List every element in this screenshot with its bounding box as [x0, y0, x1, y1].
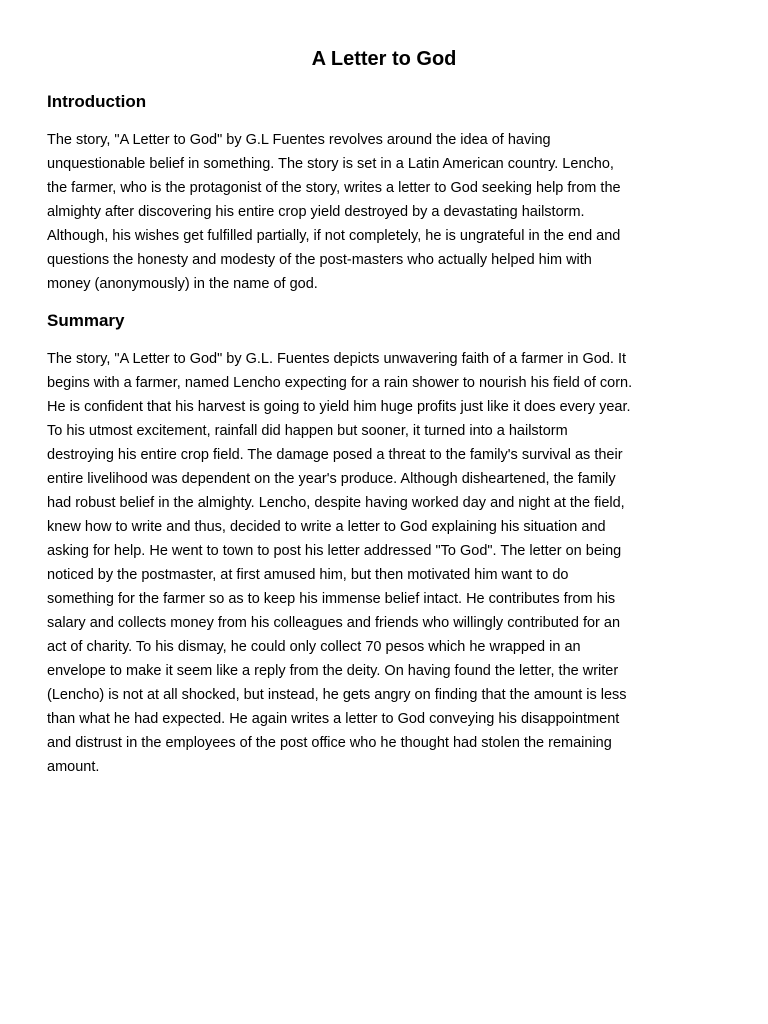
text-line: envelope to make it seem like a reply from the deity. On having found the letter, the writer	[47, 663, 619, 679]
text-line: He is confident that his harvest is going to yield him huge profits just like it does every year.	[47, 399, 631, 415]
text-line: The story, "A Letter to God" by G.L. Fuentes depicts unwavering faith of a farmer in God. It	[47, 351, 627, 367]
text-line: questions the honesty and modesty of the post-masters who actually helped him with	[47, 252, 592, 268]
document-title: A Letter to God	[311, 48, 457, 70]
text-line: than what he had expected. He again writes a letter to God conveying his disappointment	[47, 711, 620, 727]
text-line: begins with a farmer, named Lencho expecting for a rain shower to nourish his field of corn.	[47, 375, 633, 391]
text-line: The story, "A Letter to God" by G.L Fuentes revolves around the idea of having	[47, 132, 551, 148]
text-line: salary and collects money from his colleagues and friends who willingly contributed for an	[47, 615, 621, 631]
text-line: act of charity. To his dismay, he could only collect 70 pesos which he wrapped in an	[47, 639, 581, 655]
text-line: (Lencho) is not at all shocked, but instead, he gets angry on finding that the amount is less	[47, 687, 627, 703]
text-line: had robust belief in the almighty. Lencho, despite having worked day and night at the field,	[47, 495, 625, 511]
text-line: destroying his entire crop field. The damage posed a threat to the family's survival as their	[47, 447, 623, 463]
text-line: entire livelihood was dependent on the year's produce. Although disheartened, the family	[47, 471, 616, 487]
text-line: asking for help. He went to town to post his letter addressed "To God". The letter on being	[47, 543, 622, 559]
text-line: almighty after discovering his entire crop yield destroyed by a devastating hailstorm.	[47, 204, 585, 220]
text-line: and distrust in the employees of the post office who he thought had stolen the remaining	[47, 735, 612, 751]
text-line: something for the farmer so as to keep his immense belief intact. He contributes from his	[47, 591, 616, 607]
text-line: money (anonymously) in the name of god.	[47, 276, 318, 292]
text-line: amount.	[47, 759, 100, 775]
text-line: noticed by the postmaster, at first amused him, but then motivated him want to do	[47, 567, 569, 583]
section-heading-summary: Summary	[47, 311, 125, 330]
text-line: unquestionable belief in something. The story is set in a Latin American country. Lencho,	[47, 156, 614, 172]
section-heading-introduction: Introduction	[47, 92, 147, 111]
introduction-paragraph	[47, 128, 727, 296]
text-line: To his utmost excitement, rainfall did happen but sooner, it turned into a hailstorm	[47, 423, 568, 439]
text-line: knew how to write and thus, decided to write a letter to God explaining his situation and	[47, 519, 606, 535]
text-line: Although, his wishes get fulfilled partially, if not completely, he is ungrateful in the end and	[47, 228, 621, 244]
summary-paragraph	[47, 347, 727, 779]
text-line: the farmer, who is the protagonist of the story, writes a letter to God seeking help from the	[47, 180, 621, 196]
